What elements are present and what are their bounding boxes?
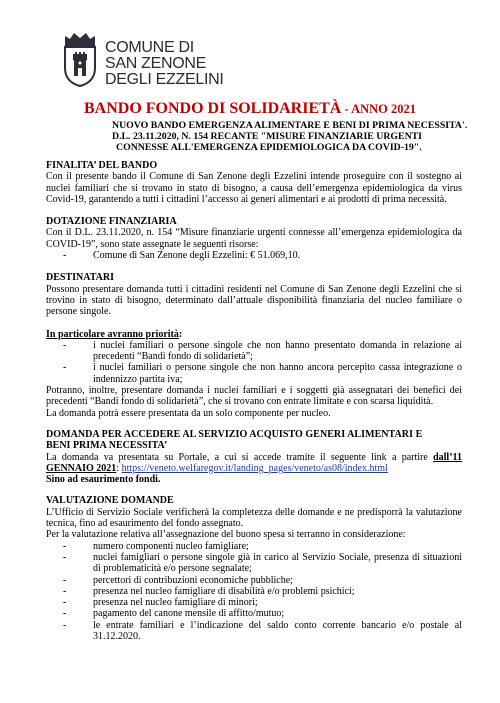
domanda-text: La domanda va presentata su Portale, a cui si accede tramite il seguente link a partire <box>46 451 434 463</box>
list-item-text: percettori di contribuzioni economiche pubbliche; <box>93 574 293 586</box>
section-heading-domanda <box>46 429 462 452</box>
subtitle-line: D.L. 23.11.2020, N. 154 RECANTE "MISURE FINANZIARIE URGENTI <box>112 131 422 142</box>
section-text-finalita: Con il presente bando il Comune di San Zenone degli Ezzelini intende proseguire con il sostegno ai nuclei familiari che si trovano in stato di bisogno, a causa dell’emergenza epidemiologica da virus Covid-19, garantendo a tutti i cittadini l’accesso ai generi alimentari e ai prodotti di prima necessità. <box>46 171 462 205</box>
domanda-heading-line: BENI PRIMA NECESSITA’ <box>46 440 168 452</box>
list-item-text: i nuclei familiari o persone singole che non hanno ancora percepito cassa integrazione o indennizzo partita iva; <box>93 362 462 385</box>
municipality-name <box>105 40 305 88</box>
priorita-text: La domanda potrà essere presentata da un solo componente per nucleo. <box>46 407 331 419</box>
document-body <box>46 160 462 642</box>
title-main: BANDO FONDO DI SOLIDARIETÀ <box>83 100 342 117</box>
section-text-destinatari: Possono presentare domanda tutti i cittadini residenti nel Comune di San Zenone degli Ezzelini che si trovino in stato di bisogno, determinato dall’attuale disponibilità finanziaria del nucleo familiare o persone singole. <box>46 283 462 318</box>
list-item: - le entrate familiari e l’indicazione del saldo conto corrente bancario e/o postale al 31.12.2020. <box>63 619 462 642</box>
section-heading-finalita: FINALITA’ DEL BANDO <box>46 160 158 171</box>
priorita-list <box>46 340 462 385</box>
section-text-domanda <box>46 452 462 475</box>
valutazione-list <box>46 541 462 643</box>
list-item-text: Comune di San Zenone degli Ezzelini: € 51.069,10. <box>93 250 301 262</box>
list-item-text: nuclei famigliari o persone singole già in carico al Servizio Sociale, presenza di situazioni di problematicità e/o persone segnalate; <box>93 551 462 575</box>
list-item: - percettori di contribuzioni economiche pubbliche; <box>63 574 293 586</box>
section-text-dotazione: Con il D.L. 23.11.2020, n. 154 “Misure finanziarie urgenti connesse all’emergenza epidemiologica da COVID-19”, sono state assegnate le seguenti risorse: <box>46 227 462 250</box>
municipality-line: COMUNE DI <box>105 39 194 56</box>
priorita-heading-colon: : <box>178 328 183 340</box>
section-text-valutazione: L’Ufficio di Servizio Sociale verificherà la completezza delle domande e ne predisporrà la valutazione tecnica, fino ad esaurimento del fondo assegnato. <box>46 506 462 530</box>
section-text-valutazione: Per la valutazione relativa all’assegnazione del buono spesa si terranno in considerazione: <box>46 529 406 541</box>
domanda-date: dall’11 GENNAIO 2021 <box>46 451 462 474</box>
list-item: - presenza nel nucleo famigliare di minori; <box>63 597 258 609</box>
list-item: - pagamento del canone mensile di affitto/mutuo; <box>63 608 285 620</box>
portal-link[interactable]: https://veneto.welfaregov.it/landing_pages/veneto/as08/index.html <box>121 462 388 474</box>
list-item-text: i nuclei familiari o persone singole che non hanno presentato domanda in relazione ai precedenti “Bandi fondo di solidarietà”; <box>93 339 462 363</box>
municipality-line: DEGLI EZZELINI <box>105 71 224 88</box>
list-item-text: presenza nel nucleo famigliare di minori; <box>93 597 258 609</box>
section-heading-destinatari: DESTINATARI <box>46 272 114 284</box>
priorita-text: Potranno, inoltre, presentare domanda i nuclei familiari e i soggetti già assegnatari dei benefici dei precedenti “Bandi fondo di solidarietà”, che si trovano con entrate limitate e con scarsa liquidità. <box>46 385 462 408</box>
list-item: - numero componenti nucleo famigliare; <box>63 540 249 552</box>
priorita-heading-text: In particolare avranno priorità <box>46 328 179 340</box>
list-item: - presenza nel nucleo famigliare di disabilità e/o problemi psichici; <box>63 585 355 597</box>
subtitle-line: CONNESSE ALL'EMERGENZA EPIDEMIOLOGICA DA COVID-19". <box>116 142 422 153</box>
municipal-crest-icon <box>62 30 98 88</box>
list-item: - i nuclei familiari o persone singole che non hanno ancora percepito cassa integrazione o indennizzo partita iva; <box>63 362 462 385</box>
municipality-line: SAN ZENONE <box>105 55 207 72</box>
domanda-heading-line: DOMANDA PER ACCEDERE AL SERVIZIO ACQUISTO GENERI ALIMENTARI E <box>46 428 423 440</box>
domanda-colon: : <box>116 462 122 474</box>
section-heading-priorita <box>46 329 462 340</box>
list-item: - nuclei famigliari o persone singole già in carico al Servizio Sociale, presenza di situazioni di problematicità e/o persone segnalate; <box>63 551 462 575</box>
page-subtitle <box>112 120 472 153</box>
section-heading-dotazione: DOTAZIONE FINANZIARIA <box>46 216 177 228</box>
list-item-text: pagamento del canone mensile di affitto/mutuo; <box>93 608 285 620</box>
list-item-text: numero componenti nucleo famigliare; <box>93 540 249 552</box>
domanda-end: Sino ad esaurimento fondi. <box>46 474 161 486</box>
section-heading-valutazione: VALUTAZIONE DOMANDE <box>46 495 174 507</box>
page-title <box>0 100 500 118</box>
list-item-text: presenza nel nucleo famigliare di disabilità e/o problemi psichici; <box>93 585 355 597</box>
dotazione-list <box>46 250 462 261</box>
list-item: - i nuclei familiari o persone singole che non hanno presentato domanda in relazione ai precedenti “Bandi fondo di solidarietà”; <box>63 339 462 363</box>
subtitle-line: NUOVO BANDO EMERGENZA ALIMENTARE E BENI DI PRIMA NECESSITA'. <box>112 120 468 131</box>
title-year: - ANNO 2021 <box>341 102 417 116</box>
list-item: - Comune di San Zenone degli Ezzelini: € 51.069,10. <box>63 250 301 262</box>
list-item-text: le entrate familiari e l’indicazione del saldo conto corrente bancario e/o postale al 31.12.2020. <box>93 619 462 642</box>
